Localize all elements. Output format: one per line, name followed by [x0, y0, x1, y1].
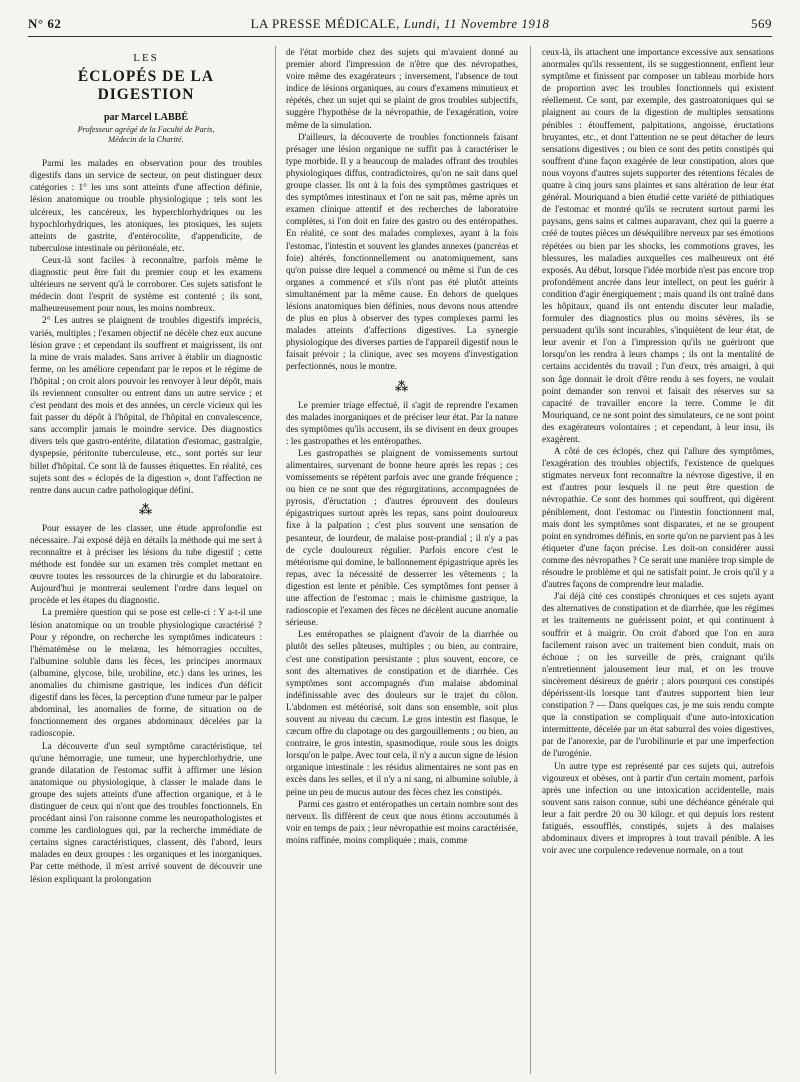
column-2 — [286, 46, 518, 1074]
column-1 — [30, 46, 262, 1074]
column-divider — [275, 46, 276, 1074]
paragraph: Les entéropathes se plaignent d'avoir de la diarrhée ou plutôt des selles pâteuses, multiples ; ou bien, au contraire, c'est une constipation persistante ; plus souvent, encore, ce sont des alternatives de constipation et de diarrhée. Ces symptômes sont accompagnés d'un malaise abdominal indéfinissable avec des douleurs sur le trajet du côlon. L'abdomen est météorisé, soit dans son ensemble, soit plus souvent au niveau du cæcum. Le gros intestin est flasque, le cæcum offre du clapotage ou des gargouillements ; ou bien, au contraire, le gros intestin, spasmodique, roule sous les doigts lorsqu'on le palpe. Avec tout cela, il n'y a aucun signe de lésion organique intestinale : les résidus alimentaires ne sont pas en excès dans les selles, et il n'y a ni sang, ni albumine soluble, à peine un peu de mucus autour des fèces chez les constipés. — [286, 629, 518, 797]
paragraph: de l'état morbide chez des sujets qui m'avaient donné au premier abord l'impression de n'être que des névropathes, voire même des exagérateurs ; inversement, l'absence de tout indice de lésions organiques, au cours d'examens minutieux et répétés, chez un sujet qui se plaint de gros troubles subjectifs, suggère l'hypothèse de la névropathie, de l'exagération, voire même de la simulation. — [286, 47, 518, 130]
page-header — [28, 14, 772, 34]
author-affiliation — [30, 125, 262, 145]
paragraph: A côté de ces éclopés, chez qui l'allure des symptômes, l'exagération des troubles objectifs, l'existence de quelques stigmates nerveux font reconnaître la névrose digestive, il en est d'autres pour lesquels il ne peut être question de névropathie. Ce sont des hommes qui souffrent, qui digèrent péniblement, dont l'estomac ou l'intestin fonctionnent mal, mais dont les symptômes sont disparates, et ne se groupent point en syndromes définis, en sorte qu'on ne parvient pas à les étiqueter d'une façon précise. Les doit-on considérer aussi comme des névropathes ? Ce serait une manière trop simple de résoudre le problème et qui ne satisfait point. Je crois qu'il y a d'autres façons de comprendre leur maladie. — [542, 446, 774, 590]
paragraph: La découverte d'un seul symptôme caractéristique, tel qu'une hémorragie, une tumeur, une hyperchlorhydrie, une grande dilatation de l'estomac suffit à affirmer une lésion anatomique ou physiologique, à classer le malade dans le groupe des sujets atteints d'une affection organique, et à le distinguer de ceux qui n'ont que des troubles fonctionnels. En procédant ainsi l'on raisonne comme les neuropathologistes et comme les cardiologues qui, par la recherche immédiate de certains signes caractéristiques, classent, dès l'abord, leurs malades en deux groupes : les organiques et les inorganiques. Par cette méthode, il m'est arrivé souvent de découvrir une lésion expliquant la prolongation — [30, 740, 262, 884]
journal-title: LA PRESSE MÉDICALE, — [250, 16, 400, 31]
issue-number: N° 62 — [28, 16, 62, 31]
article-kicker: LES — [133, 52, 159, 64]
affiliation-line: Médecin de la Charité. — [108, 135, 184, 145]
paragraph: J'ai déjà cité ces constipés chroniques et ces sujets ayant des alternatives de constipation et de diarrhée, que les régimes et les traitements ne guérissent point, et qui continuent à souffrir et à maigrir. On croit d'abord que l'on en aura facilement raison avec un traitement bien conduit, mais on échoue ; on les surveille de près, craignant qu'ils n'entretiennent jalousement leur mal, et on les trouve sincèrement désireux de guérir ; alors pourquoi ces constipés dépérissent-ils lorsque tant d'autres supportent bien leur constipation ? — Dans quelques cas, je me suis rendu compte que la constipation se compliquait d'une auto-intoxication intermittente, décelée par un état saburral des voies digestives, par de l'anorexie, par de l'urobilinurie et par une imperfection de l'urogénie. — [542, 591, 774, 759]
paragraph: La première question qui se pose est celle-ci : Y a-t-il une lésion anatomique ou un trouble physiologique caractérisé ? Pour y répondre, on recherche les symptômes indicateurs : l'hématémèse ou le melæna, les hémorragies occultes, l'albumine soluble dans les fèces, les principes anormaux (albumine, glycose, bile, urobiline, etc.) dans les urines, les anomalies du chimisme gastrique, les indices d'un déficit digestif dans les fèces, la perception d'une tumeur par le palper abdominal, les anomalies de forme, de situation ou de fonctionnement des organes abdominaux décelées par la radioscopie. — [30, 607, 262, 739]
paragraph: ceux-là, ils attachent une importance excessive aux sensations anormales qu'ils ressentent, ils se suggestionnent, enflent leur symptôme et finissent par composer un tableau morbide hors de proportion avec les troubles fonctionnels qui existent réellement. Ce sont, par exemple, des gastroatoniques qui se plaignent au cours de la digestion de multiples sensations pénibles : étouffement, palpitations, angoisse, éructations bruyantes, etc., et dont l'attention ne se peut détacher de leurs sensations digestives ; ou bien ce sont des petits constipés qui souffrent d'une façon exagérée de leur constipation, alors que nous voyons d'autres sujets supporter des rétentions fécales de quatre à cinq jours sans plaintes et sans altération de leur état général. Mouriquand a bien étudié cette variété de pithiatiques de l'estomac et montré qu'ils se recrutent surtout parmi les paysans, gens sains et calmes auparavant, chez qui la guerre a créé de toutes pièces un déséquilibre nerveux par ses émotions répétées ou bien par les shocks, les commotions graves, les blessures, les maladies auxquelles ces malheureux ont été exposés. Au début, lorsque l'idée morbide n'est pas encore trop profondément ancrée dans leur intellect, on peut les guérir à condition d'agir énergiquement ; mais quand ils ont traîné dans les hôpitaux, quand ils ont entendu discuter leur maladie, formuler des diagnostics plus ou moins sévères, ils se persuadent qu'ils sont incurables, s'inquiètent de leur état, de leur avenir et l'on a l'impression qu'ils ne guériront que lorsqu'on les rendra à leurs champs ; ils ont la mentalité de certains accidentés du travail ; l'un d'eux, très amaigri, à qui son âge donnait le droit d'être rendu à ses foyers, ne voulait point demander son renvoi et faisait des réserves sur sa capacité de travailler encore la terre. Comme le dit Mouriquand, ce ne sont point des simulateurs, ce ne sont point des exagérateurs volontaires ; et cependant, à leur insu, ils exagèrent. — [542, 47, 774, 444]
paragraph: 2° Les autres se plaignent de troubles digestifs imprécis, variés, multiples ; l'examen objectif ne décèle chez eux aucune lésion grave ; et cependant ils souffrent et maigrissent, ils ont la mine de vrais malades. Sans arriver à établir un diagnostic ferme, on les améliore cependant par le repos et le régime de l'hôpital ; on croit alors pouvoir les renvoyer à leur dépôt, mais ils reviennent consulter ou entrent dans un autre service ; et c'est pendant des mois et des années, un cercle vicieux qui les fait passer du dépôt à l'hôpital, de l'hôpital en convalescence, sans accomplir jamais le moindre service. Des diagnostics divers tels que gastro-entérite, dilatation d'estomac, gastralgie, dyspepsie, péritonite tuberculeuse, etc., sont portés sur leur billet d'hôpital. Ce sont là de fausses étiquettes. En réalité, ces sujets sont des « éclopés de la digestion », dont l'affection ne rentre dans aucun cadre pathologique défini. — [30, 315, 262, 495]
page-number: 569 — [751, 16, 772, 31]
section-separator: ⁂ — [138, 501, 154, 517]
paragraph: Pour essayer de les classer, une étude approfondie est nécessaire. J'ai exposé déjà en détails la méthode qui me sert à reconnaître et à préciser les lésions du tube digestif ; cette méthode est fondée sur un examen très complet mettant en œuvre toutes les ressources de la chirurgie et du laboratoire. Aujourd'hui je montrerai seulement l'ordre dans lequel on procède et les étapes du diagnostic. — [30, 522, 262, 606]
paragraph: Les gastropathes se plaignent de vomissements surtout alimentaires, survenant de bonne heure après les repas ; ces vomissements se répètent parfois avec une grande fréquence ; ou bien ce ne sont que des régurgitations, accompagnées de pyrosis, d'éructation ; d'autres éprouvent des douleurs épigastriques surtout après les repas, sans point douloureux fixe à la palpation ; c'est plus souvent une sensation de pesanteur, de lourdeur, de malaise post-prandial ; il n'y a pas de cycle douloureux régulier. Parfois encore c'est le météorisme qui domine, le ballonnement épigastrique après les repas, avec la nécessité de desserrer les vêtements ; la digestion est lente et pénible. Ces symptômes font penser à une affection de l'estomac ; mais le chimisme gastrique, la radioscopie et l'examen des fèces ne décèlent aucune anomalie sérieuse. — [286, 447, 518, 628]
paragraph: Ceux-là sont faciles à reconnaître, parfois même le diagnostic peut être fait du premier coup et les examens ultérieurs ne servent qu'à le corroborer. Ces sujets satisfont le médecin dont l'esprit de système est contenté ; ils sont, malheureusement pour nous, les moins nombreux. — [30, 254, 262, 314]
paragraph: Parmi les malades en observation pour des troubles digestifs dans un service de secteur, on peut distinguer deux catégories : 1° les uns sont atteints d'une affection définie, lésion anatomique ou trouble physiologique ; tels sont les ulcéreux, les cancéreux, les hyperchlorhydriques ou les hypochlorhydriques, les atoniques, les ptosiques, les sujets atteints de gastrite, d'entérocolite, d'appendicite, de tuberculose intestinale ou péritonéale, etc. — [30, 158, 262, 253]
section-separator: ⁂ — [394, 378, 410, 394]
paragraph: Un autre type est représenté par ces sujets qui, autrefois vigoureux et obèses, ont à partir d'un certain moment, parfois après une infection ou une intoxication accidentelle, mais souvent sans raison connue, subi une déchéance générale qui leur a fait perdre 20 ou 30 kilogr. et qui depuis lors restent fatigués, essoufflés, constipés, sujets à des malaises abdominaux divers et impropres à tout travail pénible. A les voir avec une corpulence redevenue normale, on a tout — [542, 760, 774, 856]
article-author: par Marcel LABBÉ — [103, 112, 189, 124]
paragraph: Parmi ces gastro et entéropathes un certain nombre sont des nerveux. Ils diffèrent de ceux que nous étions accoutumés à voir en temps de paix ; leur névropathie est moins caractérisée, moins raffinée, moins compliquée ; mais, comme — [286, 798, 518, 845]
column-3 — [542, 46, 774, 1074]
paragraph: D'ailleurs, la découverte de troubles fonctionnels faisant présager une lésion organique ne suffit pas à caractériser le type morbide. Il y a beaucoup de malades offrant des troubles physiologiques diffus, contradictoires, qu'on ne sait dans quel groupe classer. Ils ont à la fois des symptômes gastriques et des symptômes intestinaux et l'on ne sait pas, même après un examen clinique attentif et des recherches de laboratoire complètes, si l'on doit en faire des gastro ou des entéropathes. En réalité, ce sont des malades complexes, ayant à la fois l'estomac, l'intestin et souvent les glandes annexes (pancréas et foie) altérés, fonctionnellement ou anatomiquement, sans qu'on puisse dire lequel a commencé ou même si l'un de ces organes a commencé et s'ils n'ont pas été plutôt atteints simultanément par la même cause. En dehors de quelques lésions anatomiques bien définies, nous devons nous attendre de plus en plus à observer des types complexes parmi les malades atteints d'affections digestives. La synergie physiologique des diverses parties de l'appareil digestif nous le faisait prévoir ; la clinique, avec ses moyens d'investigation perfectionnés, nous le montre. — [286, 131, 518, 372]
affiliation-line: Professeur agrégé de la Faculté de Paris, — [77, 125, 215, 135]
issue-date: Lundi, 11 Novembre 1918 — [403, 16, 550, 31]
journal-line — [28, 16, 772, 32]
header-rule — [28, 36, 772, 37]
article-title: ÉCLOPÉS DE LA DIGESTION — [77, 68, 215, 104]
paragraph: Le premier triage effectué, il s'agit de reprendre l'examen des malades inorganiques et de préciser leur état. Par la nature des symptômes qu'ils accusent, ils se divisent en deux groupes : les gastropathes et les entéropathes. — [286, 399, 518, 446]
column-divider — [530, 46, 531, 1074]
